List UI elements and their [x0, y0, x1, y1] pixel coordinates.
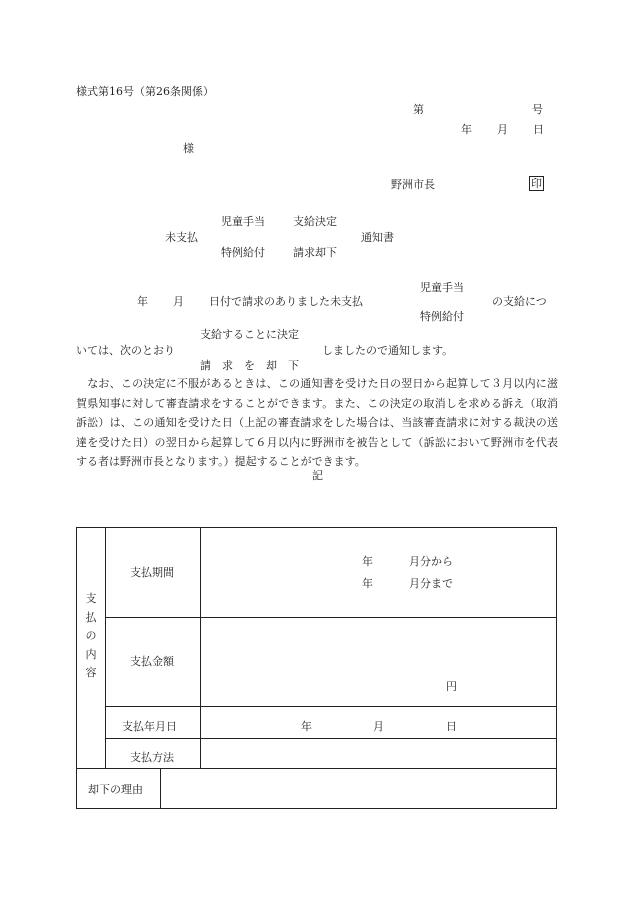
- label-char: 払: [85, 610, 97, 624]
- mayor-title: 野洲市長: [391, 178, 435, 191]
- title-decision-reject: 請求却下: [293, 246, 337, 259]
- title-decision-payment: 支給決定: [293, 215, 337, 228]
- amount-unit: 円: [446, 680, 457, 693]
- body-special-benefit: 特例給付: [420, 310, 464, 323]
- period-to-month: 月分まで: [409, 577, 453, 590]
- body-month: 月: [173, 295, 184, 308]
- body-line2-end: しましたので通知します。: [322, 344, 454, 357]
- payment-details-label: [84, 590, 98, 683]
- title-notice: 通知書: [361, 231, 394, 244]
- form-number: 様式第16号（第26条関係）: [76, 85, 214, 98]
- payment-date-label: 支払年月日: [122, 720, 177, 733]
- title-special-benefit: 特例給付: [221, 246, 265, 259]
- payment-method-label: 支払方法: [130, 751, 174, 764]
- date-day: 日: [446, 720, 457, 733]
- period-from-year: 年: [362, 555, 373, 568]
- header-day: 日: [533, 123, 544, 136]
- header-month: 月: [497, 123, 508, 136]
- body-year: 年: [137, 295, 148, 308]
- period-to-year: 年: [362, 577, 373, 590]
- payment-period-label: 支払期間: [130, 566, 174, 579]
- date-month: 月: [373, 720, 384, 733]
- number-suffix: 号: [532, 103, 543, 116]
- label-char: 内: [85, 647, 97, 661]
- body-option-pay: 支給することに決定: [200, 328, 299, 341]
- body-line2-start: いては、次のとおり: [76, 344, 175, 357]
- body-line1-end: の支給につ: [492, 295, 547, 308]
- label-char: 容: [85, 666, 97, 679]
- payment-amount-label: 支払金額: [130, 655, 174, 668]
- appeal-notice-paragraph: なお、この決定に不服があるときは、この通知書を受けた日の翌日から起算して３月以内に滋賀県知事に対して審査請求をすることができます。また、この決定の取消しを求める訴え（取消訴訟）は、この通知を受けた日（上記の審査請求をした場合は、当該審査請求に対する裁決の送達を受けた日）の翌日から起算して６月以内に野洲市を被告として（訴訟において野洲市を代表する者は野洲市長となります。）提起することができます。: [76, 377, 558, 468]
- rejection-reason-label: 却下の理由: [88, 783, 143, 796]
- record-heading: 記: [312, 469, 323, 482]
- label-char: の: [85, 629, 97, 642]
- title-unpaid: 未支払: [165, 231, 198, 244]
- header-year: 年: [461, 123, 472, 136]
- body-child-allowance: 児童手当: [420, 281, 464, 294]
- body-option-reject: 請 求 を 却 下: [200, 359, 299, 372]
- official-seal: 印: [531, 177, 542, 190]
- label-char: 支: [85, 592, 97, 605]
- number-prefix: 第: [413, 103, 424, 116]
- period-from-month: 月分から: [409, 555, 453, 568]
- date-year: 年: [301, 720, 312, 733]
- body-line1-text: 日付で請求のありました未支払: [209, 295, 363, 308]
- addressee-honorific: 様: [183, 142, 194, 155]
- title-child-allowance: 児童手当: [221, 215, 265, 228]
